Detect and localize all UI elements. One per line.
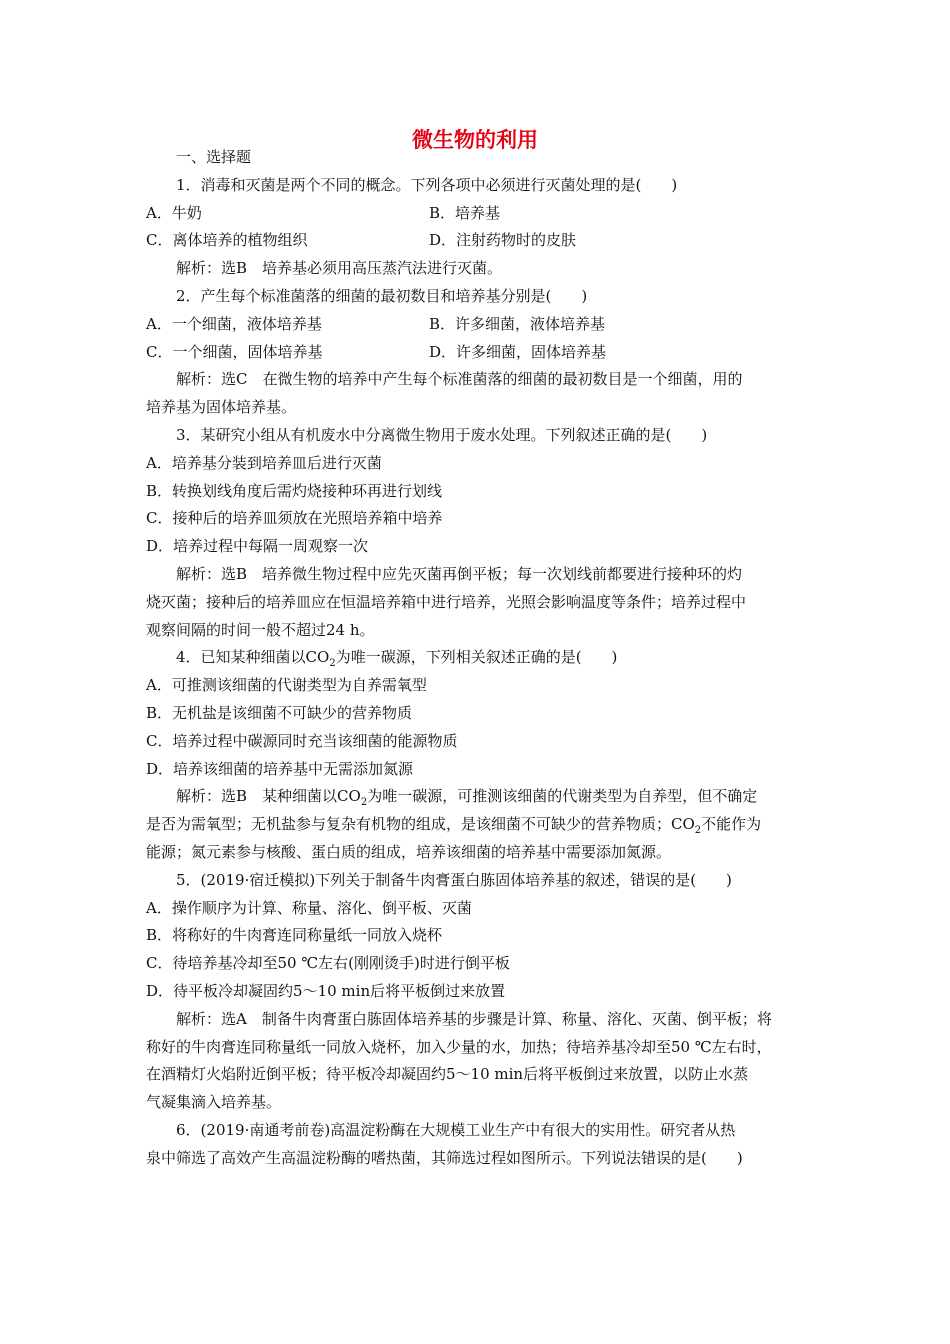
answer-text: 解析：选B 某种细菌以CO	[176, 787, 361, 806]
option-b: B．培养基	[429, 203, 501, 222]
option-a: A．可推测该细菌的代谢类型为自养需氧型	[146, 676, 427, 695]
answer-text: 是否为需氧型；无机盐参与复杂有机物的组成，是该细菌不可缺少的营养物质；CO	[146, 815, 695, 834]
question-list	[146, 144, 806, 1172]
answer-explanation-cont: 烧灭菌；接种后的培养皿应在恒温培养箱中进行培养，光照会影响温度等条件；培养过程中	[146, 592, 747, 611]
option-c: C．离体培养的植物组织	[146, 231, 308, 250]
answer-explanation: 解析：选C 在微生物的培养中产生每个标准菌落的细菌的最初数目是一个细菌，用的	[176, 370, 743, 389]
option-a: A．操作顺序为计算、称量、溶化、倒平板、灭菌	[146, 898, 472, 917]
option-b: B．转换划线角度后需灼烧接种环再进行划线	[146, 481, 443, 500]
option-row	[146, 200, 806, 228]
question-stem: 2．产生每个标准菌落的细菌的最初数目和培养基分别是( )	[176, 286, 588, 305]
option-row	[146, 339, 806, 367]
stem-text: 为唯一碳源，下列相关叙述正确的是( )	[335, 648, 618, 667]
option-a: A．牛奶	[146, 203, 202, 222]
option-b: B．将称好的牛肉膏连同称量纸一同放入烧杯	[146, 926, 443, 945]
question-stem: 1．消毒和灭菌是两个不同的概念。下列各项中必须进行灭菌处理的是( )	[176, 175, 678, 194]
answer-explanation: 解析：选B 培养微生物过程中应先灭菌再倒平板；每一次划线前都要进行接种环的灼	[176, 564, 743, 583]
subscript: 2	[360, 797, 368, 809]
option-d: D．培养过程中每隔一周观察一次	[146, 537, 369, 556]
answer-explanation: 解析：选A 制备牛肉膏蛋白胨固体培养基的步骤是计算、称量、溶化、灭菌、倒平板；将	[176, 1009, 772, 1028]
subscript: 2	[329, 658, 336, 670]
page-title: 微生物的利用	[412, 128, 538, 152]
option-d: D．许多细菌，固体培养基	[429, 342, 607, 361]
question-stem-cont: 泉中筛选了高效产生高温淀粉酶的嗜热菌，其筛选过程如图所示。下列说法错误的是( )	[146, 1148, 743, 1167]
option-row	[146, 311, 806, 339]
answer-explanation: 解析：选B 培养基必须用高压蒸汽法进行灭菌。	[176, 259, 503, 278]
answer-explanation	[146, 783, 806, 811]
option-b: B．许多细菌，液体培养基	[429, 314, 606, 333]
answer-explanation-cont: 观察间隔的时间一般不超过24 h。	[146, 620, 375, 639]
option-a: A．一个细菌，液体培养基	[146, 314, 322, 333]
option-c: C．一个细菌，固体培养基	[146, 342, 323, 361]
answer-explanation-cont: 称好的牛肉膏连同称量纸一同放入烧杯，加入少量的水，加热；待培养基冷却至50 ℃左右时，	[146, 1037, 772, 1056]
answer-text: 为唯一碳源，可推测该细菌的代谢类型为自养型，但不确定	[367, 787, 758, 806]
question-stem	[146, 644, 806, 672]
option-d: D．培养该细菌的培养基中无需添加氮源	[146, 759, 414, 778]
answer-explanation-cont: 培养基为固体培养基。	[146, 398, 297, 417]
question-stem: 3．某研究小组从有机废水中分离微生物用于废水处理。下列叙述正确的是( )	[176, 425, 708, 444]
option-c: C．待培养基冷却至50 ℃左右(刚刚烫手)时进行倒平板	[146, 954, 510, 973]
answer-explanation-cont	[146, 811, 806, 839]
option-d: D．注射药物时的皮肤	[429, 231, 577, 250]
question-stem: 5．(2019·宿迁模拟)下列关于制备牛肉膏蛋白胨固体培养基的叙述，错误的是( )	[176, 870, 732, 889]
answer-explanation-cont: 能源；氮元素参与核酸、蛋白质的组成，培养该细菌的培养基中需要添加氮源。	[146, 842, 672, 861]
option-d: D．待平板冷却凝固约5～10 min后将平板倒过来放置	[146, 981, 506, 1000]
question-stem: 6．(2019·南通考前卷)高温淀粉酶在大规模工业生产中有很大的实用性。研究者从热	[176, 1120, 736, 1139]
option-c: C．接种后的培养皿须放在光照培养箱中培养	[146, 509, 443, 528]
stem-text: 4．已知某种细菌以CO	[176, 648, 330, 667]
subscript: 2	[694, 825, 702, 837]
section-heading: 一、选择题	[176, 148, 252, 166]
option-c: C．培养过程中碳源同时充当该细菌的能源物质	[146, 731, 458, 750]
option-a: A．培养基分装到培养皿后进行灭菌	[146, 453, 382, 472]
answer-text: 不能作为	[701, 815, 762, 834]
answer-explanation-cont: 在酒精灯火焰附近倒平板；待平板冷却凝固约5～10 min后将平板倒过来放置，以防止水蒸	[146, 1065, 749, 1084]
option-b: B．无机盐是该细菌不可缺少的营养物质	[146, 703, 413, 722]
option-row	[146, 227, 806, 255]
answer-explanation-cont: 气凝集滴入培养基。	[146, 1093, 282, 1112]
